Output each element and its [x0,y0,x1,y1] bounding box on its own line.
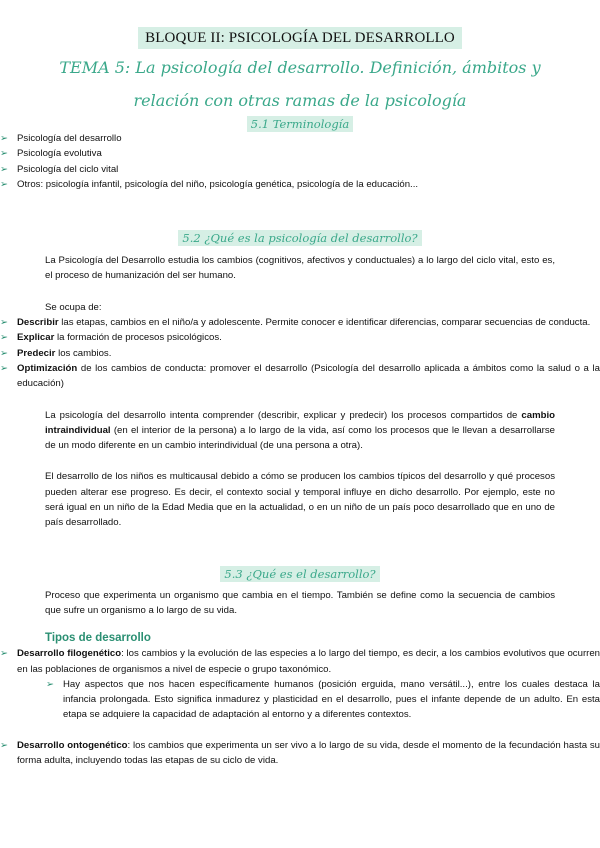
paragraph: El desarrollo de los niños es multicausal debido a cómo se producen los cambios típicos del desarrollo y qué procesos pueden alterar ese progreso. Es decir, el contexto social y temporal influye en dicho desarrollo. Por ejemplo, este no será igual en un niño de la Edad Media que en la actualidad, o en un niño de un país poco desarrollado que en uno de país desarrollado. [45,471,555,529]
item-term: Desarrollo ontogenético [17,739,128,751]
item-text: : los cambios que experimenta un ser vivo a lo largo de su vida, desde el momento de la fecundación hasta su forma adulta, incluyendo todas las etapas de su ciclo de vida. [17,739,600,767]
list-item [0,361,600,392]
item-text: la formación de procesos psicológicos. [54,332,222,344]
list-item [0,646,600,722]
list-item: ➢ Otros: psicología infantil, psicología del niño, psicología genética, psicología de la educación... [0,177,600,192]
paragraph-intro: Se ocupa de: [45,301,102,313]
list-item [0,346,600,361]
paragraph: Proceso que experimenta un organismo que cambia en el tiempo. También se define como la secuencia de cambios que sufre un organismo a lo largo de su vida. [45,589,555,616]
list-item [0,330,600,345]
emphasis: cambio intraindividual [45,409,555,436]
item-text: los cambios. [55,347,112,359]
item-text: las etapas, cambios en el niño/a y adolescente. Permite conocer e identificar diferencias, comparar secuencias de conducta. [58,317,591,329]
item-term: Describir [17,317,59,329]
paragraph: La Psicología del Desarrollo estudia los cambios (cognitivos, afectivos y conductuales) a lo largo del ciclo vital, esto es, el proceso de humanización del ser humano. [45,255,555,282]
section-title: 5.2 ¿Qué es la psicología del desarrollo? [178,230,421,246]
block-header [0,0,600,49]
list-item [0,315,600,330]
text: La psicología del desarrollo intenta comprender (describir, explicar y predecir) los procesos compartidos de [45,409,522,421]
sub-list [17,677,600,723]
text: (en el interior de la persona) a lo largo de la vida, así como los procesos que le llevan a desarrollarse de un modo diferente en un cambio interindividual (de una persona a otra). [45,424,555,452]
item-term: Predecir [17,347,56,359]
sub-list-item: ➢ Hay aspectos que nos hacen específicamente humanos (posición erguida, mano versátil...), entre los cuales destaca la infancia prolongada. Esto significa inmadurez y plasticidad en el desarrollo, pues el infante depende de un adulto. En esta etapa se adquiere la capacidad de adaptación al entorno y a diferentes contextos. [46,677,600,723]
item-text: : los cambios y la evolución de las especies a lo largo del tiempo, es decir, a los cambios evolutivos que ocurren en las poblaciones de organismos a nivel de especie o grupo taxonómico. [17,648,600,675]
paragraph [45,408,555,454]
section-heading-what-is-development [0,567,600,581]
item-term: Explicar [17,332,55,344]
section-heading-terminology [0,117,600,131]
types-list [0,646,600,768]
section-title: 5.3 ¿Qué es el desarrollo? [220,566,379,582]
item-term: Desarrollo filogenético [17,648,122,660]
scope-list [0,315,600,391]
item-term: Optimización [17,362,78,374]
section-title: 5.1 Terminología [247,116,353,132]
section-heading-what-is-developmental-psychology [0,231,600,245]
list-item: ➢ Psicología del desarrollo [0,131,600,146]
subheading-types: Tipos de desarrollo [45,632,151,645]
list-item [0,738,600,769]
list-item: ➢ Psicología del ciclo vital [0,162,600,177]
item-text: de los cambios de conducta: promover el desarrollo (Psicología del desarrollo aplicada a ámbitos como la salud o a la educación) [17,362,600,390]
terminology-list [0,131,600,192]
block-title: BLOQUE II: PSICOLOGÍA DEL DESARROLLO [138,27,462,49]
list-item: ➢ Psicología evolutiva [0,146,600,161]
topic-title: TEMA 5: La psicología del desarrollo. Definición, ámbitos y relación con otras ramas de la psicología [59,58,541,110]
